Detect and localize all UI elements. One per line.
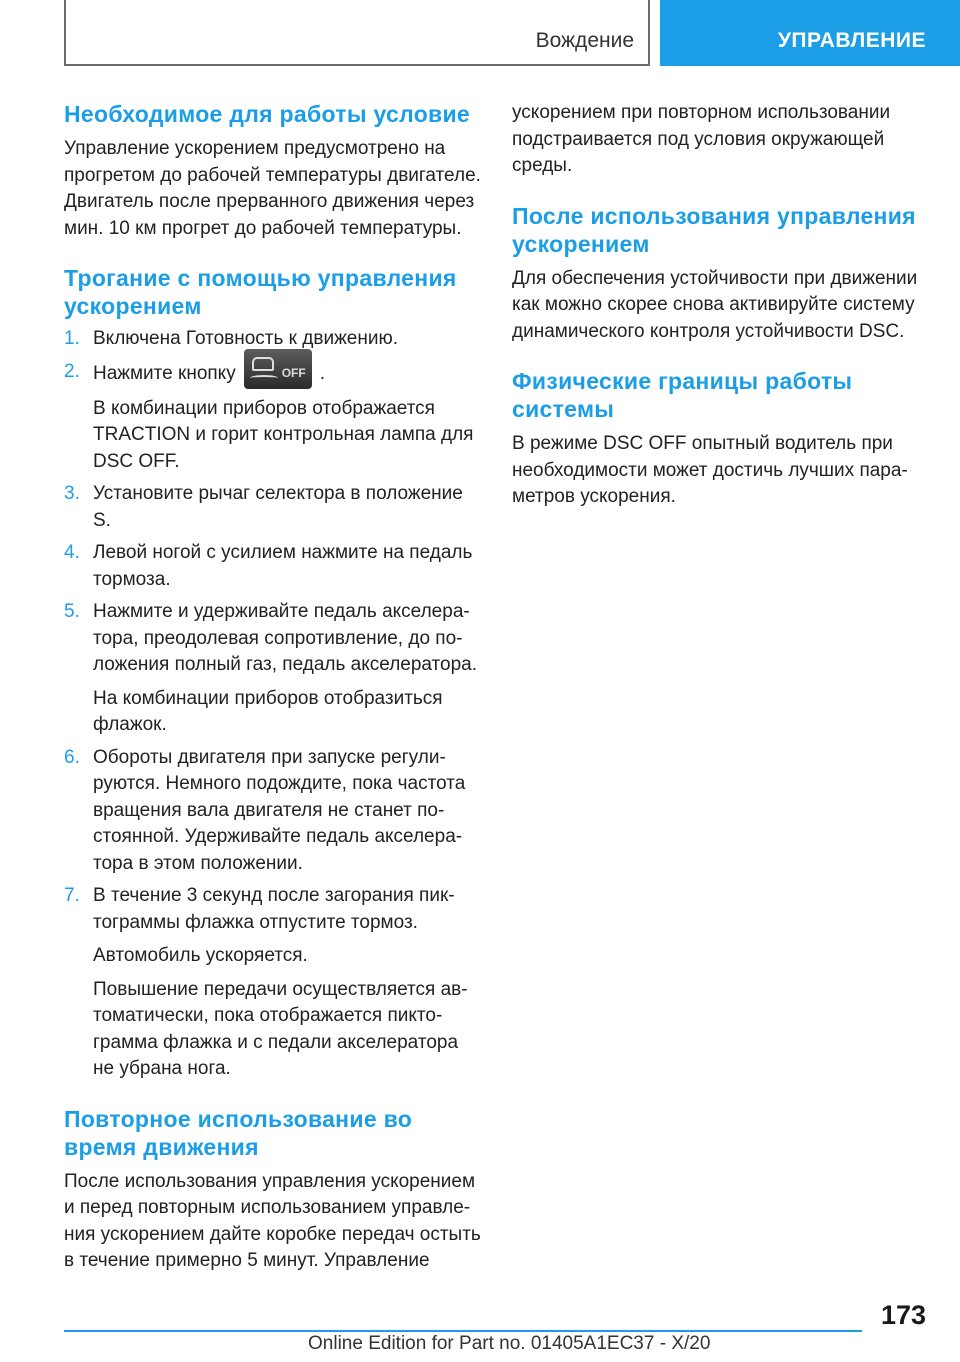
header-chapter-tab (660, 0, 960, 66)
section-title: Вождение (535, 29, 634, 52)
paragraph-limits: В режиме DSC OFF опытный водитель при необходимости может достичь лучших параметров ускорения. (512, 433, 908, 507)
chapter-title: УПРАВЛЕНИЕ (777, 29, 926, 52)
paragraph-requirements: Управление ускорением предусмотрено на прогретом до рабочей температуры двигателе. Двигатель после прерванного движения через мин. 10 км прогрет до рабочей температуры. (64, 138, 481, 239)
list-item (64, 599, 482, 739)
step-text-before-icon: Нажмите кнопку (93, 362, 236, 384)
header-section-tab (64, 0, 650, 66)
step-number: 6. (64, 746, 80, 768)
step-number: 7. (64, 885, 80, 906)
step-text: Левой ногой с усилием нажмите на педаль тормоза. (93, 542, 473, 590)
paragraph-after-use: Для обеспечения устойчивости при движении как можно скорее снова активируйте систему динамического контроля устойчивости DSC. (512, 267, 918, 342)
heading-limits: Физические границы работы системы (512, 368, 853, 422)
left-column (64, 100, 482, 1275)
launch-steps-list (64, 326, 482, 1083)
step-subtext: Автомобиль ускоряется. (93, 945, 308, 966)
step-subtext: Повышение передачи осуществляется автоматически, пока отображается пиктограмма флажка и с педали акселератора не убрана нога. (93, 978, 468, 1079)
paragraph-reuse: После использования управления ускорением и перед повторным использованием управления ускорением дайте коробке передач остыть в течение примерно 5 минут. Управление (64, 1170, 481, 1271)
dsc-off-icon (244, 349, 312, 389)
list-item (64, 359, 482, 476)
list-item (64, 745, 482, 878)
heading-launch: Трогание с помощью управления ускорением (64, 265, 457, 319)
step-subtext: На комбинации приборов отобразиться флажок. (93, 687, 443, 735)
step-text: Обороты двигателя при запуске регулируются. Немного подождите, пока частота вращения вала двигателя не станет постоянной. Удерживайте педаль акселератора в этом положении. (93, 746, 466, 874)
list-item (64, 481, 482, 534)
footer-edition: Online Edition for Part no. 01405A1EC37 - X/20 (308, 1333, 711, 1354)
step-number: 4. (64, 542, 80, 563)
off-label: OFF (281, 365, 306, 380)
footer-divider (64, 1330, 862, 1332)
step-text: В течение 3 секунд после загорания пиктограммы флажка отпустите тормоз. (93, 885, 455, 933)
step-text: Установите рычаг селектора в положение S. (93, 483, 463, 531)
step-text (93, 359, 482, 389)
step-number: 2. (64, 360, 80, 382)
heading-reuse: Повторное использование во время движения (64, 1105, 413, 1160)
step-text: Включена Готовность к движению. (93, 328, 398, 349)
step-number: 5. (64, 601, 80, 622)
heading-requirements: Необходимое для работы условие (64, 101, 471, 127)
list-item (64, 883, 482, 1083)
step-number: 1. (64, 328, 80, 349)
step-text-after-icon: . (319, 362, 325, 384)
step-number: 3. (64, 483, 80, 504)
page-number: 173 (880, 1300, 926, 1330)
car-outline (252, 357, 274, 371)
step-text: Нажмите и удерживайте педаль акселератора, преодолевая сопротивление, до положения полный газ, педаль акселератора. (93, 601, 478, 675)
heading-after-use: После использования управления ускорением (512, 202, 916, 257)
list-item (64, 540, 482, 593)
right-column (512, 100, 932, 511)
skid-lines (250, 375, 278, 381)
step-subtext: В комбинации приборов отображается TRACTION и горит контрольная лампа для DSC OFF. (93, 397, 474, 472)
paragraph-reuse-continued: ускорением при повторном использовании подстраивается под условия окружающей среды. (512, 102, 891, 176)
